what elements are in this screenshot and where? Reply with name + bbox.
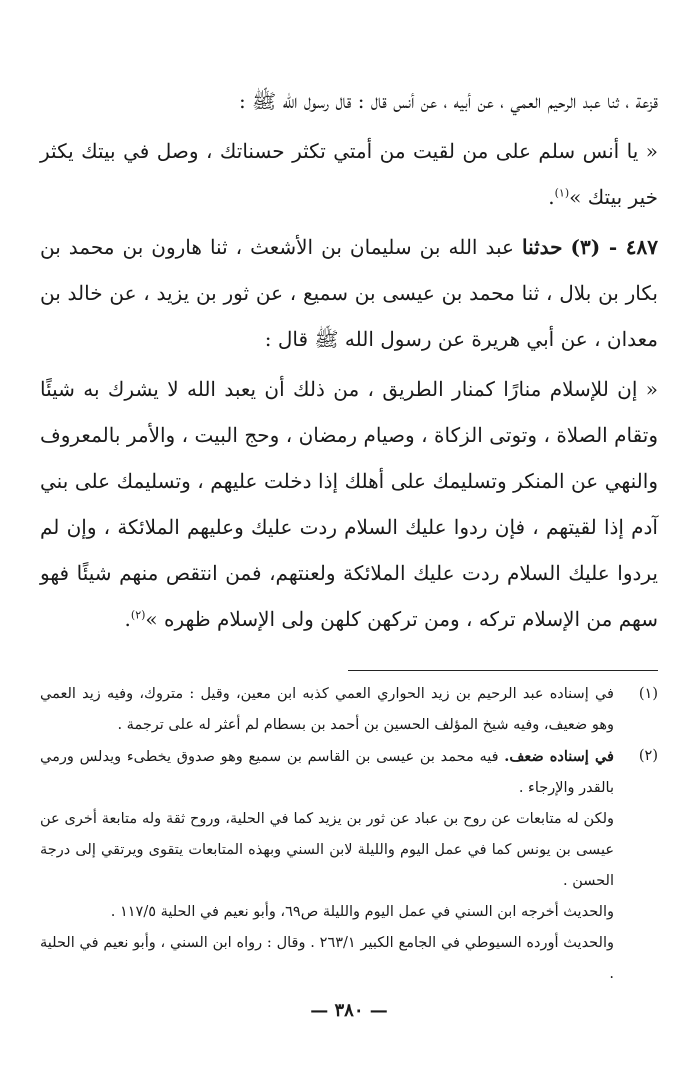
footnote-2-text-3: والحديث أخرجه ابن السني في عمل اليوم والليلة ص٦٩، وأبو نعيم في الحلية ١١٧/٥ . <box>110 904 614 920</box>
paragraph-hadith-487-chain <box>40 224 658 362</box>
footnote-2-number: (٢) <box>638 748 658 764</box>
main-text <box>40 78 658 642</box>
footnote-2-text-1: فيه محمد بن عيسى بن القاسم بن سميع وهو صدوق يخطىء ويدلس ورمي بالقدر والإرجاء . <box>40 749 614 796</box>
footnote-ref-1: (١) <box>554 186 570 200</box>
hadith-487-text: « إن للإسلام منارًا كمنار الطريق ، من ذلك أن يعبد الله لا يشرك به شيئًا وتقام الصلاة ، وتوتى الزكاة ، وصيام رمضان ، وحج البيت ، والأمر بالمعروف والنهي عن المنكر وتسليمك على أهلك إذا دخلت عليهم ، وتسليمك على بني آدم إذا لقيتهم ، فإن ردوا عليك السلام ردت عليك وعليهم الملائكة ، وإن لم يردوا عليك السلام ردت عليك الملائكة ولعنتهم، فمن انتقص منهم شيئًا فهو سهم من الإسلام تركه ، ومن تركهن كلهن ولى الإسلام ظهره » <box>40 377 658 631</box>
footnote-1-number: (١) <box>638 686 658 702</box>
page-number: — ٣٨٠ — <box>310 1000 388 1021</box>
footnote-2-line-1 <box>40 741 614 804</box>
footnote-2-text-2: ولكن له متابعات عن روح بن عباد عن ثور بن يزيد كما في الحلية، وروح ثقة وله متابعة أخرى عن عيسى بن يونس كما في عمل اليوم والليلة لابن السني وبهذه المتابعات يتقوى ويرتقي إلى درجة الحسن . <box>40 811 614 889</box>
hadith-number: ٤٨٧ - (٣) <box>570 235 658 259</box>
footnote-divider <box>348 670 658 671</box>
footnote-1 <box>40 679 658 741</box>
footnote-2-lead: في إسناده ضعف. <box>504 748 614 765</box>
footnote-2-body <box>40 741 614 990</box>
paragraph-hadith-487-text: « إن للإسلام منارًا كمنار الطريق ، من ذلك أن يعبد الله لا يشرك به شيئًا وتقام الصلاة ، وتوتى الزكاة ، وصيام رمضان ، وحج البيت ، والأمر بالمعروف والنهي عن المنكر وتسليمك على أهلك إذا دخلت عليهم ، وتسليمك على بني آدم إذا لقيتهم ، فإن ردوا عليك السلام ردت عليك وعليهم الملائكة ، وإن لم يردوا عليك السلام ردت عليك الملائكة ولعنتهم، فمن انتقص منهم شيئًا فهو سهم من الإسلام تركه ، ومن تركهن كلهن ولى الإسلام ظهره »$^{(٢)}$. <box>40 377 658 631</box>
footnote-ref-2: (٢) <box>130 608 146 622</box>
paragraph-continuation: قزعة ، ثنا عبد الرحيم العمي ، عن أبيه ، عن أنس قال : قال رسول الله ﷺ : <box>238 89 658 113</box>
hadith-lead-word: حدثنا <box>521 235 563 259</box>
footnote-2-text-4: والحديث أورده السيوطي في الجامع الكبير ٢٦٣/١ . وقال : رواه ابن السني ، وأبو نعيم في الحلية . <box>40 935 614 982</box>
footnote-2 <box>40 741 658 990</box>
footnotes <box>40 679 658 990</box>
paragraph-hadith-anas: « يا أنس سلم على من لقيت من أمتي تكثر حسناتك ، وصل في بيتك يكثر خير بيتك »$^{(١)}$. <box>40 139 658 209</box>
hadith-chain-text: عبد الله بن سليمان بن الأشعث ، ثنا هارون بن محمد بن بكار بن بلال ، ثنا محمد بن عيسى بن سميع ، عن ثور بن يزيد ، عن خالد بن معدان ، عن أبي هريرة عن رسول الله ﷺ قال : <box>40 235 658 351</box>
footnote-1-text: في إسناده عبد الرحيم بن زيد الحواري العمي كذبه ابن معين، وقيل : متروك، وفيه زيد العمي وهو ضعيف، وفيه شيخ المؤلف الحسين بن أحمد بن بسطام لم أعثر له على ترجمة . <box>40 686 614 733</box>
hadith-anas-text: « يا أنس سلم على من لقيت من أمتي تكثر حسناتك ، وصل في بيتك يكثر خير بيتك » <box>40 139 658 209</box>
